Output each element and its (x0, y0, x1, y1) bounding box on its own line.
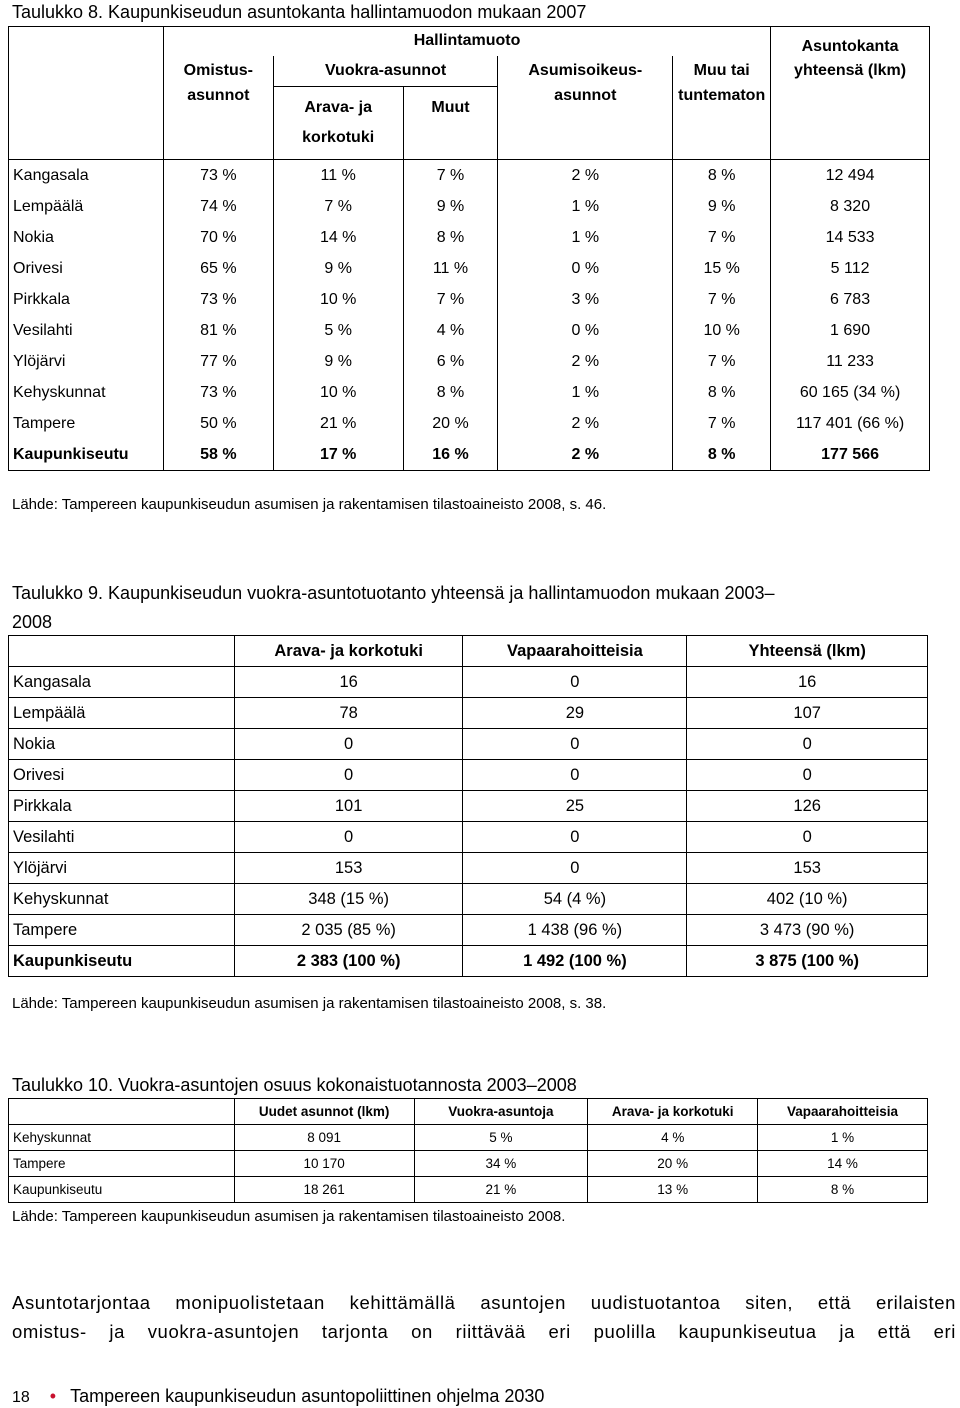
t8-row-cell: 2 % (498, 408, 673, 439)
t9-row-cell: 0 (463, 760, 687, 791)
t8-row-cell: 3 % (498, 284, 673, 315)
table9 (8, 635, 928, 977)
t8-row-cell: 73 % (163, 377, 273, 408)
t8-row-cell: 0 % (498, 253, 673, 284)
t9-row-label: Tampere (9, 915, 235, 946)
t8-row (9, 315, 930, 346)
t10-row-cell: 34 % (414, 1151, 588, 1177)
t8-row-cell: 8 % (403, 377, 498, 408)
t9-row-cell: 3 473 (90 %) (687, 915, 928, 946)
t8-row (9, 284, 930, 315)
t8-row-cell: 117 401 (66 %) (771, 408, 930, 439)
t9-row-label: Lempäälä (9, 698, 235, 729)
t8-row-cell: 81 % (163, 315, 273, 346)
t8-row-cell: 17 % (273, 439, 403, 471)
t10-row-cell: 20 % (588, 1151, 758, 1177)
t9-row-cell: 348 (15 %) (234, 884, 463, 915)
t9-header-cell: Vapaarahoitteisia (463, 636, 687, 667)
t8-row-cell: 73 % (163, 160, 273, 192)
t8-row (9, 160, 930, 192)
t10-header-cell: Vuokra-asuntoja (414, 1099, 588, 1125)
t8-row-label: Kehyskunnat (9, 377, 164, 408)
t9-row (9, 822, 928, 853)
t9-row-label: Kangasala (9, 667, 235, 698)
t8-row (9, 346, 930, 377)
t8-corner (9, 27, 164, 160)
t9-row-cell: 25 (463, 791, 687, 822)
t9-row (9, 915, 928, 946)
t8-row-cell: 70 % (163, 222, 273, 253)
t8-row-cell: 50 % (163, 408, 273, 439)
paragraph-line-1: Asuntotarjontaa monipuolistetaan kehittämällä asuntojen uudistuotantoa siten, että erilaisten (12, 1292, 956, 1313)
t9-row-label: Kehyskunnat (9, 884, 235, 915)
t9-row-label: Kaupunkiseutu (9, 946, 235, 977)
t10-header-cell: Vapaarahoitteisia (758, 1099, 928, 1125)
t9-row-cell: 78 (234, 698, 463, 729)
t8-row-cell: 60 165 (34 %) (771, 377, 930, 408)
t9-row-cell: 0 (234, 729, 463, 760)
t8-asuntokanta-2: yhteensä (lkm) (771, 56, 930, 87)
t8-row-label: Tampere (9, 408, 164, 439)
t8-row-cell: 177 566 (771, 439, 930, 471)
t9-header-cell: Yhteensä (lkm) (687, 636, 928, 667)
t10-row (9, 1125, 928, 1151)
t8-row (9, 222, 930, 253)
t9-row-cell: 0 (463, 667, 687, 698)
t8-vuokra: Vuokra-asunnot (273, 56, 498, 87)
t10-row-cell: 21 % (414, 1177, 588, 1203)
page-footer (12, 1386, 544, 1407)
t8-row-cell: 1 690 (771, 315, 930, 346)
t9-row-cell: 107 (687, 698, 928, 729)
t8-row-cell: 1 % (498, 377, 673, 408)
t8-row-cell: 8 % (673, 377, 771, 408)
table8 (8, 26, 930, 471)
t8-muut: Muut (403, 87, 498, 160)
t9-row (9, 791, 928, 822)
t9-row-cell: 2 383 (100 %) (234, 946, 463, 977)
t8-row-cell: 6 % (403, 346, 498, 377)
t9-row-cell: 0 (463, 822, 687, 853)
t10-header-row (9, 1099, 928, 1125)
t9-row-cell: 0 (234, 822, 463, 853)
table10-caption: Taulukko 10. Vuokra-asuntojen osuus kokonaistuotannosta 2003–2008 (12, 1075, 577, 1095)
t8-row (9, 408, 930, 439)
t8-row-cell: 8 % (673, 439, 771, 471)
t8-row-cell: 10 % (273, 284, 403, 315)
t8-row-label: Ylöjärvi (9, 346, 164, 377)
t8-row-cell: 21 % (273, 408, 403, 439)
t9-row-cell: 402 (10 %) (687, 884, 928, 915)
t8-row-cell: 14 533 (771, 222, 930, 253)
t10-row-label: Tampere (9, 1151, 235, 1177)
t8-asumisoikeus-2: asunnot (498, 87, 673, 160)
t8-row-cell: 7 % (403, 160, 498, 192)
t9-row-cell: 153 (234, 853, 463, 884)
t8-row-cell: 2 % (498, 439, 673, 471)
t8-row (9, 439, 930, 471)
t9-row (9, 884, 928, 915)
t9-row-cell: 126 (687, 791, 928, 822)
t10-row-cell: 5 % (414, 1125, 588, 1151)
t8-arava-1: Arava- ja (304, 99, 372, 116)
t10-header-cell: Uudet asunnot (lkm) (234, 1099, 414, 1125)
t9-row-cell: 0 (687, 760, 928, 791)
t8-row-cell: 1 % (498, 222, 673, 253)
t8-row-cell: 1 % (498, 191, 673, 222)
t9-header-cell (9, 636, 235, 667)
t8-row-cell: 65 % (163, 253, 273, 284)
t8-omistus-2: asunnot (163, 87, 273, 160)
t9-row-cell: 0 (687, 822, 928, 853)
t9-row-cell: 0 (463, 853, 687, 884)
t8-row-cell: 9 % (673, 191, 771, 222)
t8-row-cell: 7 % (273, 191, 403, 222)
t8-row-cell: 0 % (498, 315, 673, 346)
t9-row-cell: 1 438 (96 %) (463, 915, 687, 946)
t8-asumisoikeus-1: Asumisoikeus- (498, 56, 673, 87)
t8-row-cell: 4 % (403, 315, 498, 346)
t9-row-label: Vesilahti (9, 822, 235, 853)
t10-header-cell: Arava- ja korkotuki (588, 1099, 758, 1125)
t8-row-cell: 58 % (163, 439, 273, 471)
t8-row-cell: 9 % (403, 191, 498, 222)
t8-row-cell: 20 % (403, 408, 498, 439)
t8-row-label: Vesilahti (9, 315, 164, 346)
table8-source: Lähde: Tampereen kaupunkiseudun asumisen ja rakentamisen tilastoaineisto 2008, s. 46. (12, 496, 607, 513)
t8-row-cell: 8 % (403, 222, 498, 253)
t9-row-cell: 29 (463, 698, 687, 729)
t8-row-label: Nokia (9, 222, 164, 253)
t8-row-label: Kangasala (9, 160, 164, 192)
t10-row-cell: 8 091 (234, 1125, 414, 1151)
paragraph-line-2: omistus- ja vuokra-asuntojen tarjonta on riittävää eri puolilla kaupunkiseutua ja että eri (12, 1321, 956, 1342)
t8-row-cell: 8 320 (771, 191, 930, 222)
t10-row (9, 1177, 928, 1203)
t8-row-cell: 7 % (673, 222, 771, 253)
t8-row-cell: 15 % (673, 253, 771, 284)
t10-row-cell: 13 % (588, 1177, 758, 1203)
t8-row-label: Lempäälä (9, 191, 164, 222)
table10-source: Lähde: Tampereen kaupunkiseudun asumisen ja rakentamisen tilastoaineisto 2008. (12, 1208, 566, 1225)
t9-row-label: Pirkkala (9, 791, 235, 822)
table9-source: Lähde: Tampereen kaupunkiseudun asumisen ja rakentamisen tilastoaineisto 2008, s. 38. (12, 995, 607, 1012)
t9-row (9, 946, 928, 977)
t10-row-cell: 18 261 (234, 1177, 414, 1203)
t9-row-cell: 0 (687, 729, 928, 760)
t8-row (9, 253, 930, 284)
t8-row-cell: 10 % (273, 377, 403, 408)
t8-asuntokanta-3 (771, 87, 930, 160)
t9-header-row (9, 636, 928, 667)
t8-omistus-1: Omistus- (163, 56, 273, 87)
t10-row-cell: 4 % (588, 1125, 758, 1151)
t8-row-cell: 11 % (273, 160, 403, 192)
t9-row-label: Nokia (9, 729, 235, 760)
t10-row-label: Kehyskunnat (9, 1125, 235, 1151)
t8-row-cell: 7 % (673, 346, 771, 377)
t10-row-label: Kaupunkiseutu (9, 1177, 235, 1203)
t8-row-cell: 16 % (403, 439, 498, 471)
t8-row-cell: 7 % (403, 284, 498, 315)
t8-row-label: Pirkkala (9, 284, 164, 315)
footer-title: Tampereen kaupunkiseudun asuntopoliittinen ohjelma 2030 (70, 1386, 545, 1406)
t8-row-label: Kaupunkiseutu (9, 439, 164, 471)
t8-row-label: Orivesi (9, 253, 164, 284)
t9-row-cell: 16 (687, 667, 928, 698)
t9-row (9, 760, 928, 791)
page-number: 18 (12, 1389, 30, 1406)
t9-row-cell: 0 (463, 729, 687, 760)
t8-arava-2: korkotuki (302, 129, 375, 146)
t9-row-cell: 101 (234, 791, 463, 822)
t8-row-cell: 12 494 (771, 160, 930, 192)
t9-row-cell: 54 (4 %) (463, 884, 687, 915)
t9-row (9, 729, 928, 760)
t9-row-cell: 3 875 (100 %) (687, 946, 928, 977)
t8-row-cell: 9 % (273, 253, 403, 284)
t9-row-cell: 1 492 (100 %) (463, 946, 687, 977)
t9-row-label: Orivesi (9, 760, 235, 791)
table9-caption-line2: 2008 (12, 612, 53, 632)
t8-row-cell: 11 % (403, 253, 498, 284)
t10-row-cell: 1 % (758, 1125, 928, 1151)
t8-row-cell: 11 233 (771, 346, 930, 377)
t8-row-cell: 74 % (163, 191, 273, 222)
t8-asuntokanta: Asuntokanta (771, 27, 930, 56)
t8-row (9, 191, 930, 222)
t8-row-cell: 9 % (273, 346, 403, 377)
t8-row-cell: 5 112 (771, 253, 930, 284)
t8-hallintamuoto: Hallintamuoto (163, 27, 770, 56)
t8-row-cell: 2 % (498, 160, 673, 192)
t9-row-cell: 153 (687, 853, 928, 884)
t9-row (9, 667, 928, 698)
t8-row-cell: 10 % (673, 315, 771, 346)
t9-row-cell: 2 035 (85 %) (234, 915, 463, 946)
t8-muutai-1: Muu tai (673, 56, 771, 87)
table8-caption: Taulukko 8. Kaupunkiseudun asuntokanta hallintamuodon mukaan 2007 (12, 2, 587, 22)
table10 (8, 1098, 928, 1203)
body-paragraph (12, 1288, 956, 1346)
t10-row-cell: 8 % (758, 1177, 928, 1203)
t8-muutai-2: tuntematon (673, 87, 771, 160)
t9-row-label: Ylöjärvi (9, 853, 235, 884)
t8-row-cell: 7 % (673, 408, 771, 439)
t8-row-cell: 73 % (163, 284, 273, 315)
t8-row-cell: 77 % (163, 346, 273, 377)
t9-row (9, 853, 928, 884)
t10-row (9, 1151, 928, 1177)
table9-caption-line1: Taulukko 9. Kaupunkiseudun vuokra-asuntotuotanto yhteensä ja hallintamuodon mukaan 2003– (12, 583, 775, 603)
t10-row-cell: 10 170 (234, 1151, 414, 1177)
t9-row-cell: 0 (234, 760, 463, 791)
t9-row (9, 698, 928, 729)
t8-row-cell: 14 % (273, 222, 403, 253)
t8-row-cell: 8 % (673, 160, 771, 192)
t8-row-cell: 5 % (273, 315, 403, 346)
t9-header-cell: Arava- ja korkotuki (234, 636, 463, 667)
bullet-icon: • (49, 1386, 57, 1406)
t8-arava (273, 87, 403, 160)
t8-row-cell: 6 783 (771, 284, 930, 315)
t9-row-cell: 16 (234, 667, 463, 698)
t8-row-cell: 2 % (498, 346, 673, 377)
t8-row (9, 377, 930, 408)
t10-header-cell (9, 1099, 235, 1125)
t10-row-cell: 14 % (758, 1151, 928, 1177)
t8-row-cell: 7 % (673, 284, 771, 315)
